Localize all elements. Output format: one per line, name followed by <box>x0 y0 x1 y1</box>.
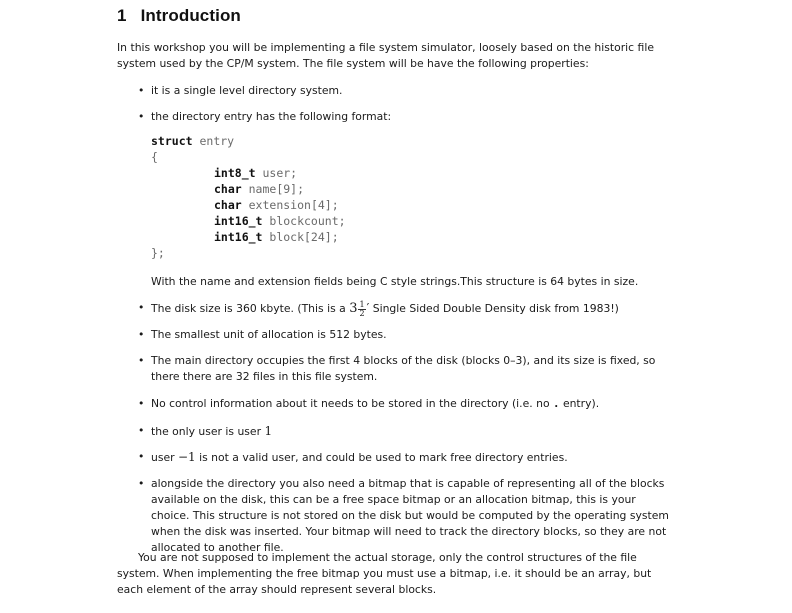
code-struct-name: entry <box>192 134 235 148</box>
code-type: char <box>214 182 242 196</box>
code-keyword: struct <box>151 134 193 148</box>
bullet-marker: • <box>138 84 145 97</box>
code-field-name-array <box>214 181 304 197</box>
intro-paragraph: In this workshop you will be implementing a file system simulator, loosely based on the historic file system used by the CP/M system. The file system will be have the following properties: <box>117 41 654 70</box>
disk-size-fraction <box>358 301 365 318</box>
bullet-marker: • <box>138 477 145 490</box>
bullet-marker: • <box>138 354 145 367</box>
code-field-name: extension[4]; <box>241 198 339 212</box>
invalid-user-text: user <box>151 451 178 464</box>
bullet-invalid-user <box>151 449 677 466</box>
code-field-name: blockcount; <box>262 214 346 228</box>
bullet-no-control-info <box>151 396 677 412</box>
section-heading <box>117 6 241 26</box>
bullet-disk-size <box>151 300 677 318</box>
dot-entry-symbol: . <box>553 397 560 410</box>
inch-mark: ′ <box>366 301 370 315</box>
bullet-single-level: it is a single level directory system. <box>151 84 343 97</box>
bullet-directory-format: the directory entry has the following format: <box>151 110 392 123</box>
bullet-marker: • <box>138 450 145 463</box>
control-info-text-end: entry). <box>559 397 600 410</box>
invalid-user-number: −1 <box>177 450 196 464</box>
code-type: char <box>214 198 242 212</box>
bullet-marker: • <box>138 424 145 437</box>
bullet-marker: • <box>138 110 145 123</box>
code-open-brace: { <box>151 150 158 164</box>
fraction-denominator: 2 <box>359 308 365 318</box>
control-info-text: No control information about it needs to be stored in the directory (i.e. no <box>151 397 553 410</box>
code-field-name: user; <box>255 166 298 180</box>
code-field-blockcount <box>214 213 346 229</box>
code-field-extension <box>214 197 339 213</box>
code-line-struct <box>151 133 234 149</box>
bullet-marker: • <box>138 397 145 410</box>
bullet-only-user <box>151 423 677 440</box>
disk-size-text-end: Single Sided Double Density disk from 1983!) <box>369 302 619 315</box>
closing-paragraph: You are not supposed to implement the actual storage, only the control structures of the file system. When implementing the free bitmap you must use a bitmap, i.e. it should be an array, but each element of the array should represent several blocks. <box>117 551 652 596</box>
code-field-user <box>214 165 297 181</box>
code-field-block <box>214 229 339 245</box>
struct-size-note: With the name and extension fields being C style strings.This structure is 64 bytes in size. <box>151 275 639 288</box>
section-number: 1 <box>117 6 127 25</box>
invalid-user-text-end: is not a valid user, and could be used to mark free directory entries. <box>195 451 568 464</box>
only-user-number: 1 <box>264 424 273 438</box>
code-field-name: name[9]; <box>241 182 305 196</box>
bullet-main-directory: The main directory occupies the first 4 blocks of the disk (blocks 0–3), and its size is fixed, so there there are 32 files in this file system. <box>151 354 656 383</box>
section-title: Introduction <box>140 6 241 25</box>
code-field-name: block[24]; <box>262 230 339 244</box>
bullet-marker: • <box>138 328 145 341</box>
disk-size-whole: 3 <box>349 301 358 316</box>
code-type: int16_t <box>214 214 263 228</box>
bullet-bitmap: alongside the directory you also need a bitmap that is capable of representing all of the blocks available on the disk, this can be a free space bitmap or an allocation bitmap, this is your choice. This structure is not stored on the disk but would be computed by the operating system when the disk was inserted. Your bitmap will need to track the directory blocks, so they are not allocated to another file. <box>151 477 669 554</box>
only-user-text: the only user is user <box>151 425 265 438</box>
code-type: int8_t <box>214 166 256 180</box>
code-close-brace: }; <box>151 246 165 260</box>
code-type: int16_t <box>214 230 263 244</box>
bullet-marker: • <box>138 301 145 314</box>
disk-size-text: The disk size is 360 kbyte. (This is a <box>151 302 350 315</box>
fraction-numerator: 1 <box>359 299 365 309</box>
bullet-allocation-unit: The smallest unit of allocation is 512 bytes. <box>151 328 387 341</box>
